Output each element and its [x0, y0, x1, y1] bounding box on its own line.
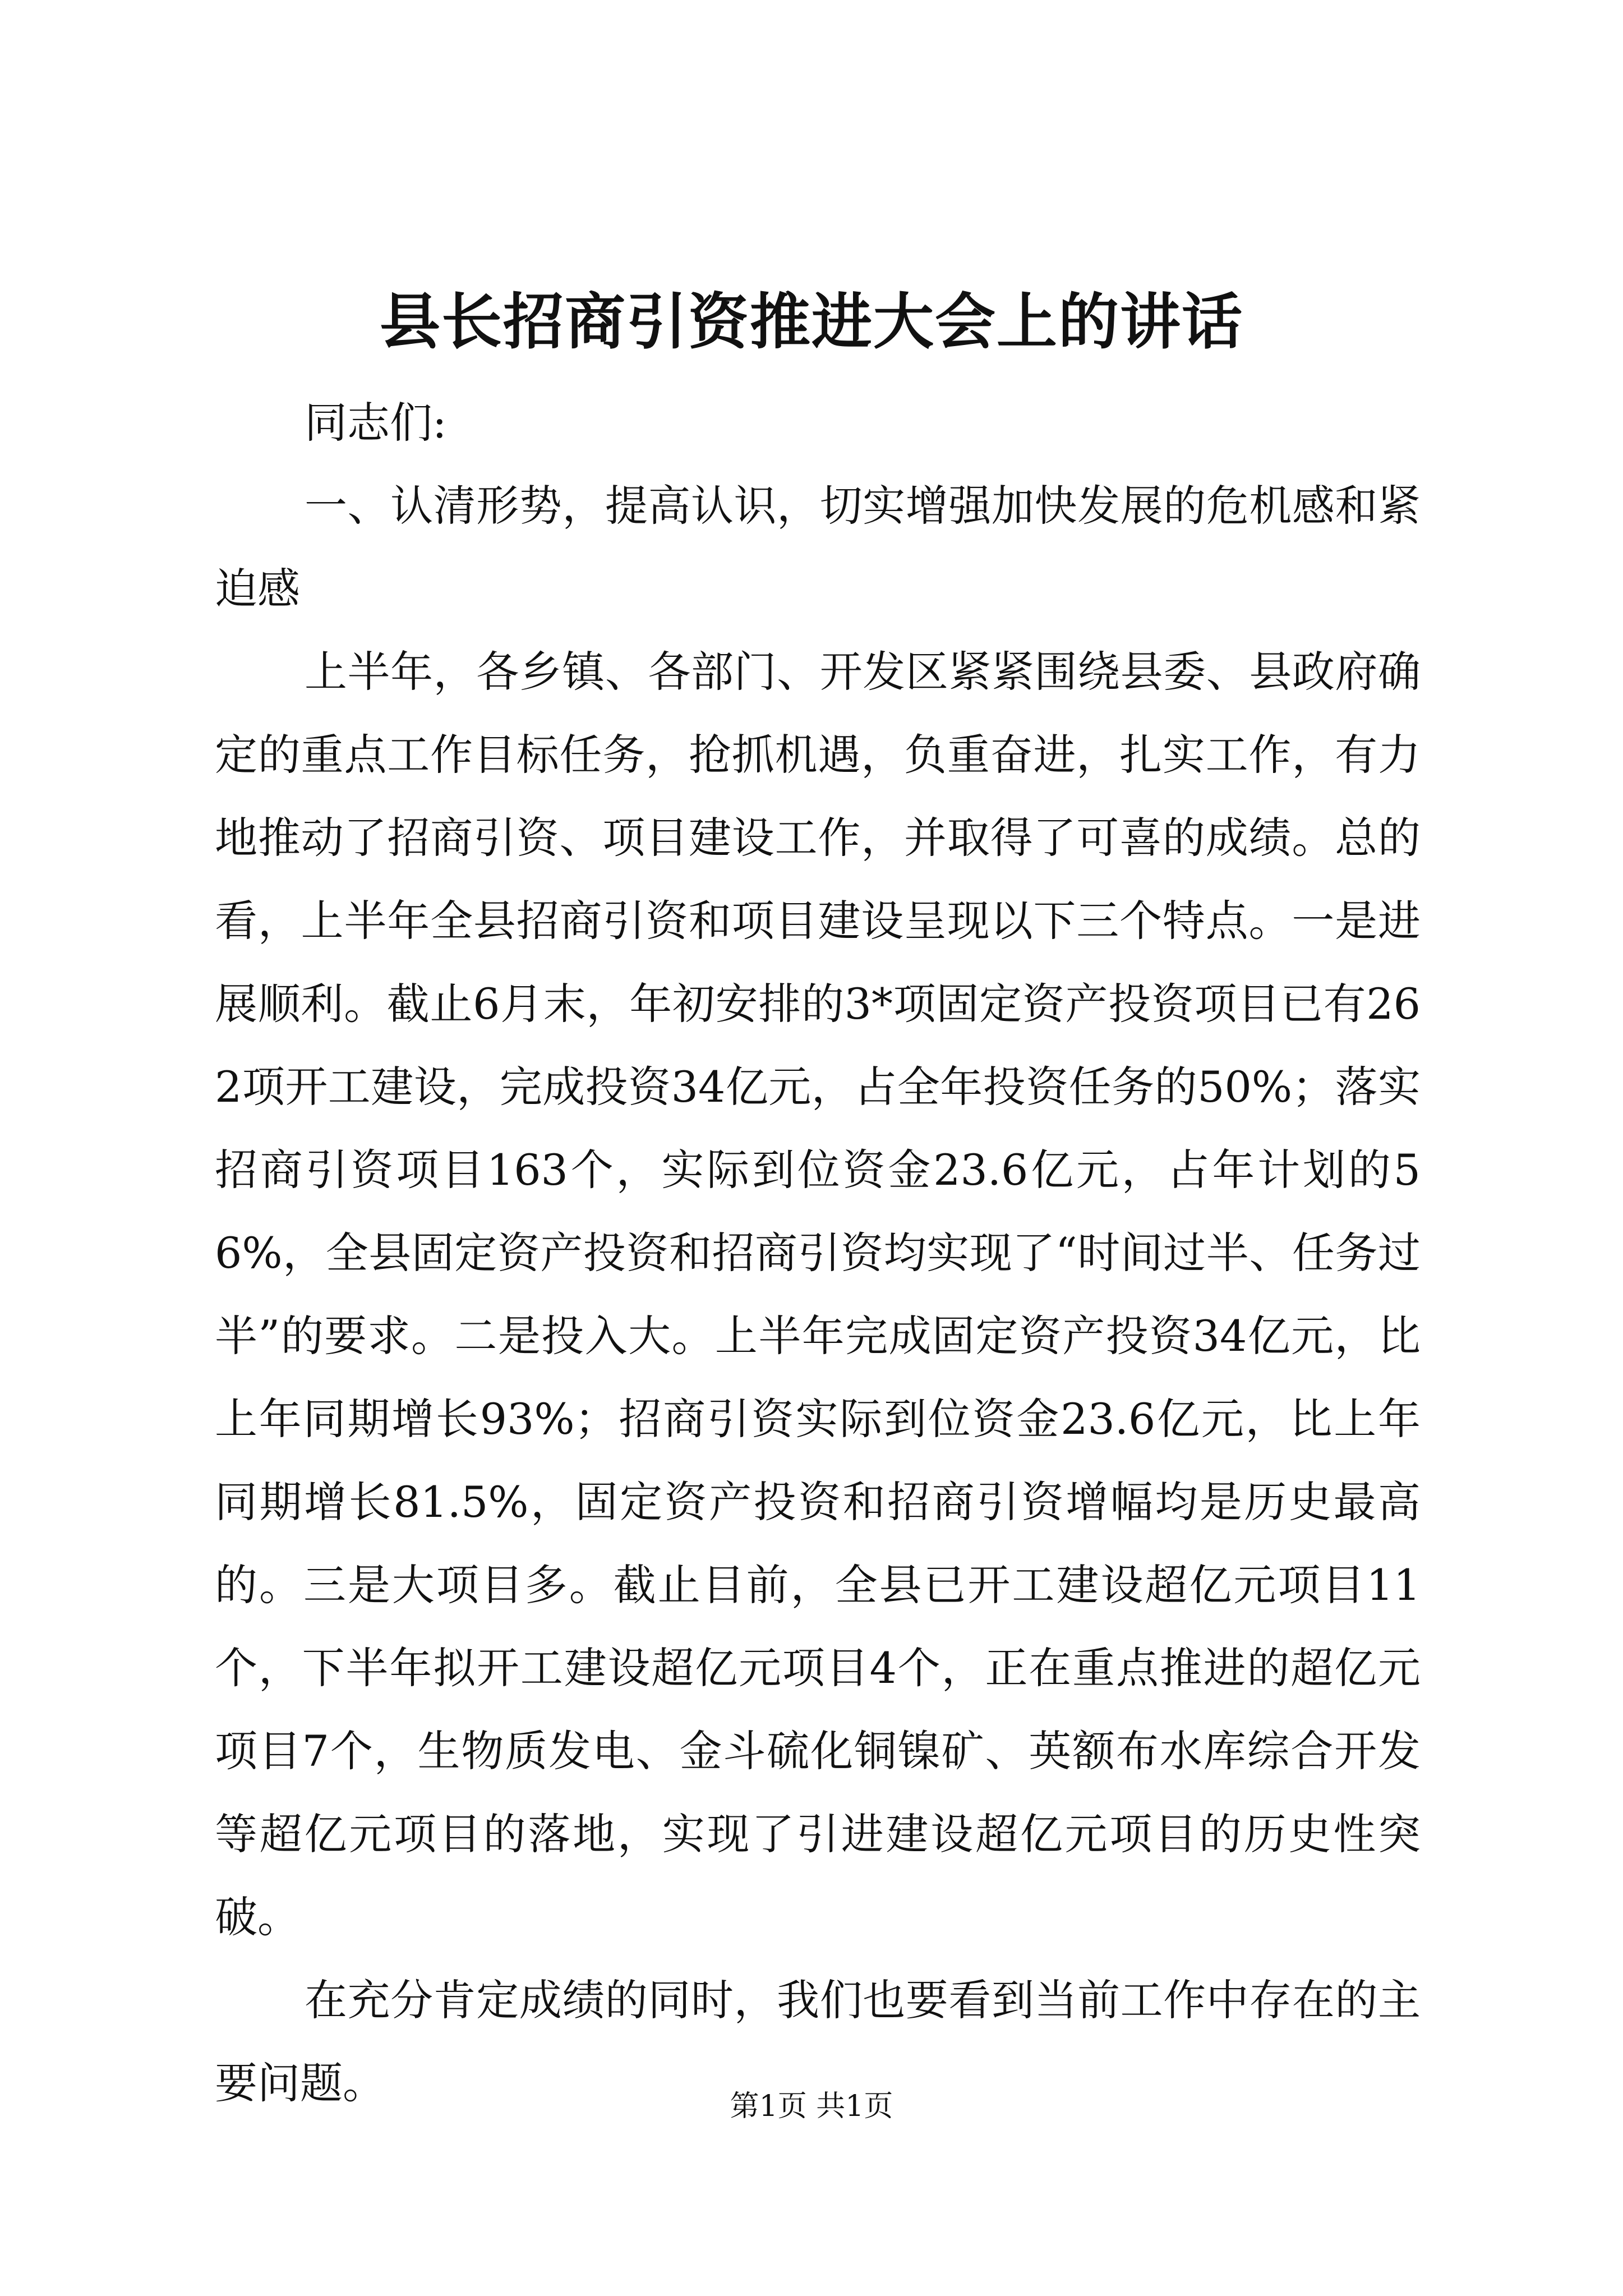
document-title: 县长招商引资推进大会上的讲话 [379, 287, 1243, 357]
achievements-paragraph: 上半年，各乡镇、各部门、开发区紧紧围绕县委、县政府确定的重点工作目标任务，抢抓机遇，负重奋进，扎实工作，有力地推动了招商引资、项目建设工作，并取得了可喜的成绩。总的看，上半年全县招商引资和项目建设呈现以下三个特点。一是进展顺利。截止6月末，年初安排的3*项固定资产投资项目已有262项开工建设，完成投资34亿元，占全年投资任务的50%；落实招商引资项目163个，实际到位资金23.6亿元，占年计划的56%，全县固定资产投资和招商引资均实现了“时间过半、任务过半”的要求。二是投入大。上半年完成固定资产投资34亿元，比上年同期增长93%；招商引资实际到位资金23.6亿元，比上年同期增长81.5%，固定资产投资和招商引资增幅均是历史最高的。三是大项目多。截止目前，全县已开工建设超亿元项目11个，下半年拟开工建设超亿元项目4个，正在重点推进的超亿元项目7个，生物质发电、金斗硫化铜镍矿、英额布水库综合开发等超亿元项目的落地，实现了引进建设超亿元项目的历史性突破。 [215, 647, 1421, 1942]
section-heading-paragraph: 一、认清形势，提高认识，切实增强加快发展的危机感和紧迫感 [215, 481, 1421, 614]
page-footer: 第1页 共1页 [730, 2090, 893, 2123]
problems-paragraph: 在充分肯定成绩的同时，我们也要看到当前工作中存在的主要问题。 [215, 1975, 1421, 2108]
salutation-paragraph: 同志们: [305, 398, 447, 448]
document-body [215, 381, 1421, 2125]
